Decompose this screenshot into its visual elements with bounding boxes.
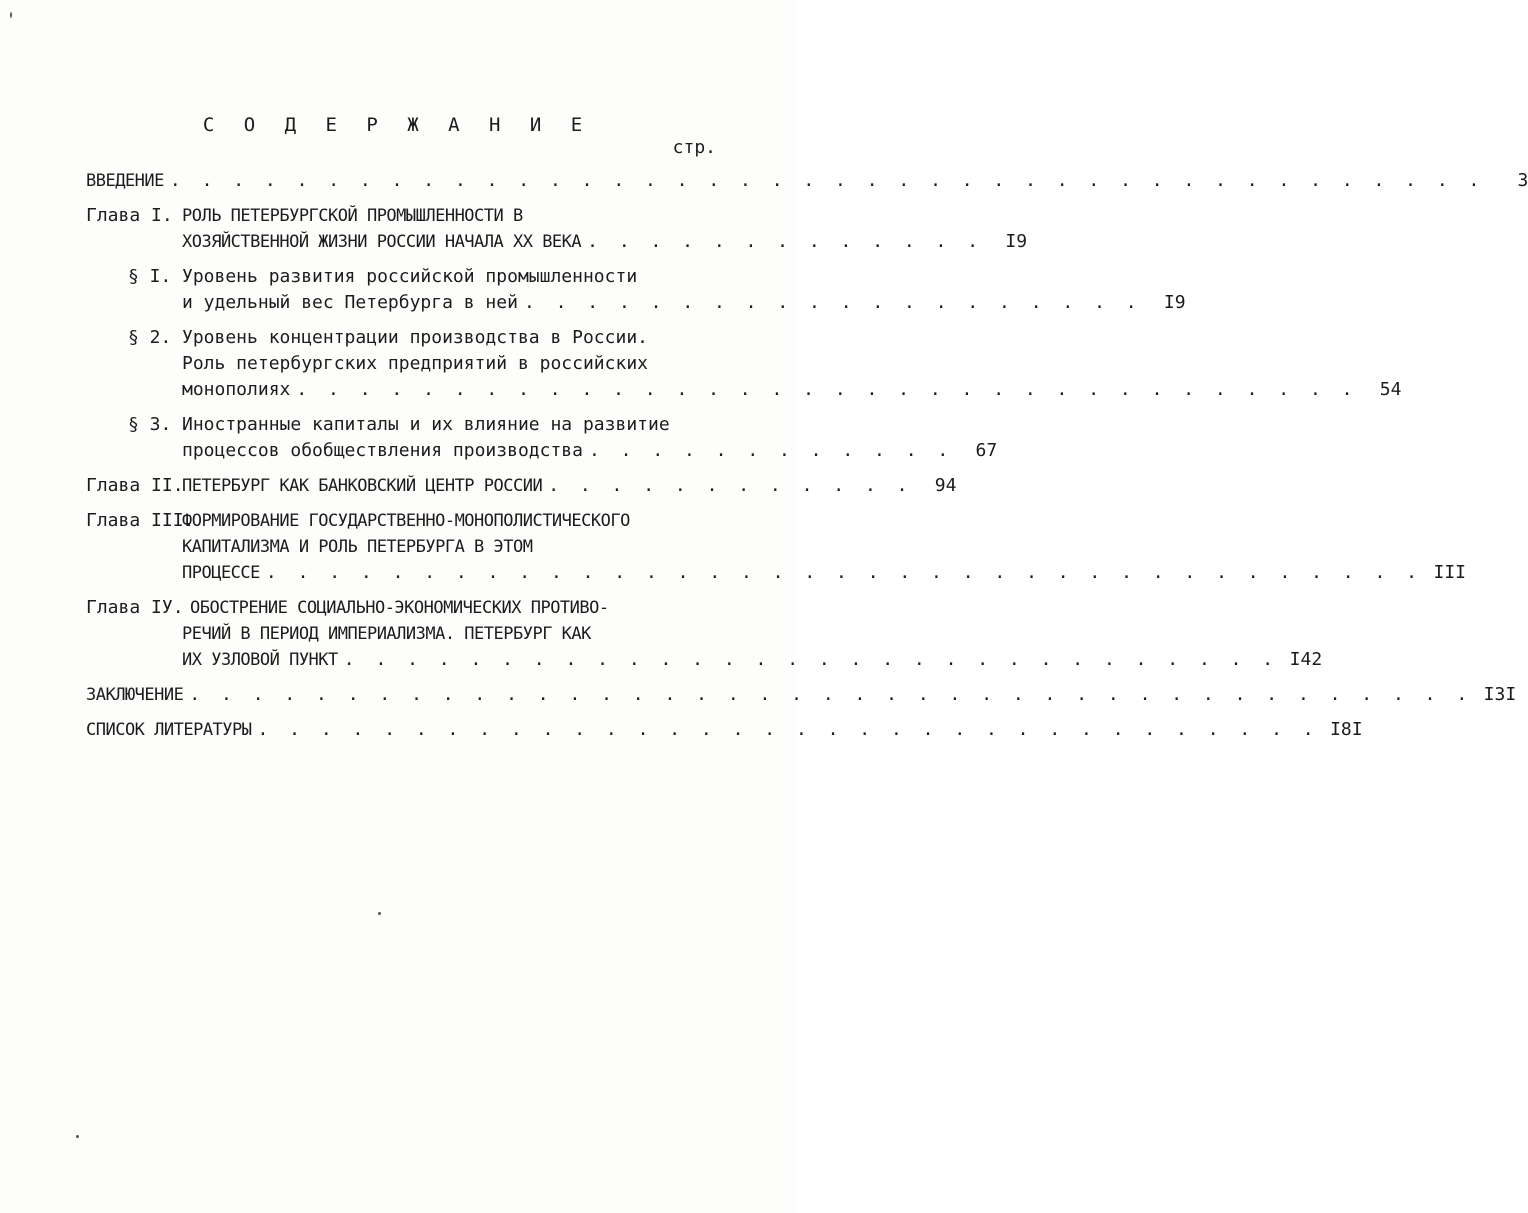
dot-leader: . . . . . . . . . . . . . . . . . . . . . . . . . . . . . . . . . . (257, 719, 1319, 740)
dot-leader: . . . . . . . . . . . . . (587, 231, 984, 252)
section-prefix: § 2. (128, 327, 172, 348)
toc-entry-title: Уровень концентрации производства в России. (182, 327, 648, 348)
toc-entry-section-1-line-1 (128, 264, 716, 290)
toc-entry-conclusion (86, 682, 1517, 708)
toc-page-number: 54 (1379, 379, 1402, 400)
page-column-label: стр. (672, 137, 716, 158)
dot-leader: . . . . . . . . . . . . . . . . . . . . . . . . . . . . . . (343, 649, 1279, 670)
toc-entry-section-2-line-2 (182, 351, 716, 377)
chapter-prefix: Глава IУ. (86, 597, 184, 618)
dot-leader: . . . . . . . . . . . . (548, 475, 913, 496)
toc-entry-title: Уровень развития российской промышленности (182, 266, 638, 287)
dot-leader: . . . . . . . . . . . . (588, 440, 954, 461)
toc-entry-bibliography (86, 717, 1363, 743)
toc-entry-title-continuation: монополиях (182, 379, 291, 400)
toc-page-number: I8I (1330, 719, 1363, 740)
toc-entry-title: ЗАКЛЮЧЕНИЕ (86, 685, 184, 705)
toc-entry-title-continuation: ИХ УЗЛОВОЙ ПУНКТ (182, 650, 338, 670)
toc-entry-section-3-line-1 (128, 412, 716, 438)
toc-page-number: 67 (975, 440, 998, 461)
dot-leader: . . . . . . . . . . . . . . . . . . . . . . . . . . . . . . . . . . (296, 379, 1358, 400)
toc-page-number: I3I (1483, 684, 1517, 705)
toc-entry-introduction (86, 168, 1528, 194)
toc-entry-title-continuation: Роль петербургских предприятий в российских (182, 353, 648, 374)
toc-entry-chapter-4-line-3 (182, 647, 1323, 673)
toc-entry-title: ОБОСТРЕНИЕ СОЦИАЛЬНО-ЭКОНОМИЧЕСКИХ ПРОТИВО- (190, 598, 609, 618)
toc-entry-chapter-4-line-2 (182, 621, 716, 647)
dot-leader: . . . . . . . . . . . . . . . . . . . . . . . . . . . . . . . . . . . . . (265, 562, 1422, 583)
toc-page-number: I9 (1005, 231, 1028, 252)
toc-entry-title: РОЛЬ ПЕТЕРБУРГСКОЙ ПРОМЫШЛЕННОСТИ В (182, 206, 523, 226)
scan-speck (378, 912, 381, 915)
toc-entry-section-2-line-1 (128, 325, 716, 351)
page-title: С О Д Е Р Ж А Н И Е (202, 114, 592, 136)
chapter-prefix: Глава I. (86, 205, 173, 226)
toc-entry-title-continuation: КАПИТАЛИЗМА И РОЛЬ ПЕТЕРБУРГА В ЭТОМ (182, 537, 533, 557)
toc-entry-title: Иностранные капиталы и их влияние на развитие (182, 414, 670, 435)
toc-entry-title: ФОРМИРОВАНИЕ ГОСУДАРСТВЕННО-МОНОПОЛИСТИЧЕСКОГО (182, 511, 630, 531)
toc-entry-chapter-4-line-1 (86, 595, 716, 621)
toc-entry-section-2-line-3 (182, 377, 1402, 403)
toc-entry-section-1-line-2 (182, 290, 1186, 316)
toc-entry-section-3-line-2 (182, 438, 998, 464)
toc-entry-chapter-2 (86, 473, 957, 499)
toc-page-number: 94 (934, 475, 957, 496)
chapter-prefix: Глава III. (86, 510, 195, 531)
toc-entry-title-continuation: ПРОЦЕССЕ (182, 563, 260, 583)
scan-speck (10, 12, 12, 18)
scan-speck (76, 1135, 79, 1138)
toc-page-number: I9 (1163, 292, 1186, 313)
dot-leader: . . . . . . . . . . . . . . . . . . . . . . . . . . . . . . . . . . . . . . . . . . (169, 170, 1485, 191)
toc-entry-title: ВВЕДЕНИЕ (86, 171, 164, 191)
chapter-prefix: Глава II. (86, 475, 184, 496)
toc-page-number: I42 (1289, 649, 1323, 670)
section-prefix: § I. (128, 266, 172, 287)
toc-entry-chapter-1-line-1 (86, 203, 716, 229)
toc-entry-title: ПЕТЕРБУРГ КАК БАНКОВСКИЙ ЦЕНТР РОССИИ (182, 476, 543, 496)
dot-leader: . . . . . . . . . . . . . . . . . . . . . . . . . . . . . . . . . . . . . . . . . (189, 684, 1473, 705)
toc-entry-title-continuation: процессов обобществления производства (182, 440, 583, 461)
toc-entry-chapter-3-line-2 (182, 534, 716, 560)
toc-entry-chapter-3-line-3 (182, 560, 1466, 586)
dot-leader: . . . . . . . . . . . . . . . . . . . . (523, 292, 1142, 313)
toc-entry-title-continuation: РЕЧИЙ В ПЕРИОД ИМПЕРИАЛИЗМА. ПЕТЕРБУРГ КАК (182, 624, 591, 644)
toc-entry-title-continuation: и удельный вес Петербурга в ней (182, 292, 518, 313)
toc-entry-chapter-3-line-1 (86, 508, 716, 534)
toc-entry-title: СПИСОК ЛИТЕРАТУРЫ (86, 720, 252, 740)
toc-entry-title-continuation: ХОЗЯЙСТВЕННОЙ ЖИЗНИ РОССИИ НАЧАЛА XX ВЕКА (182, 232, 582, 252)
section-prefix: § 3. (128, 414, 172, 435)
toc-page-number: 3 (1517, 170, 1528, 191)
toc-entry-chapter-1-line-2 (182, 229, 1028, 255)
toc-page-number: III (1433, 562, 1466, 583)
